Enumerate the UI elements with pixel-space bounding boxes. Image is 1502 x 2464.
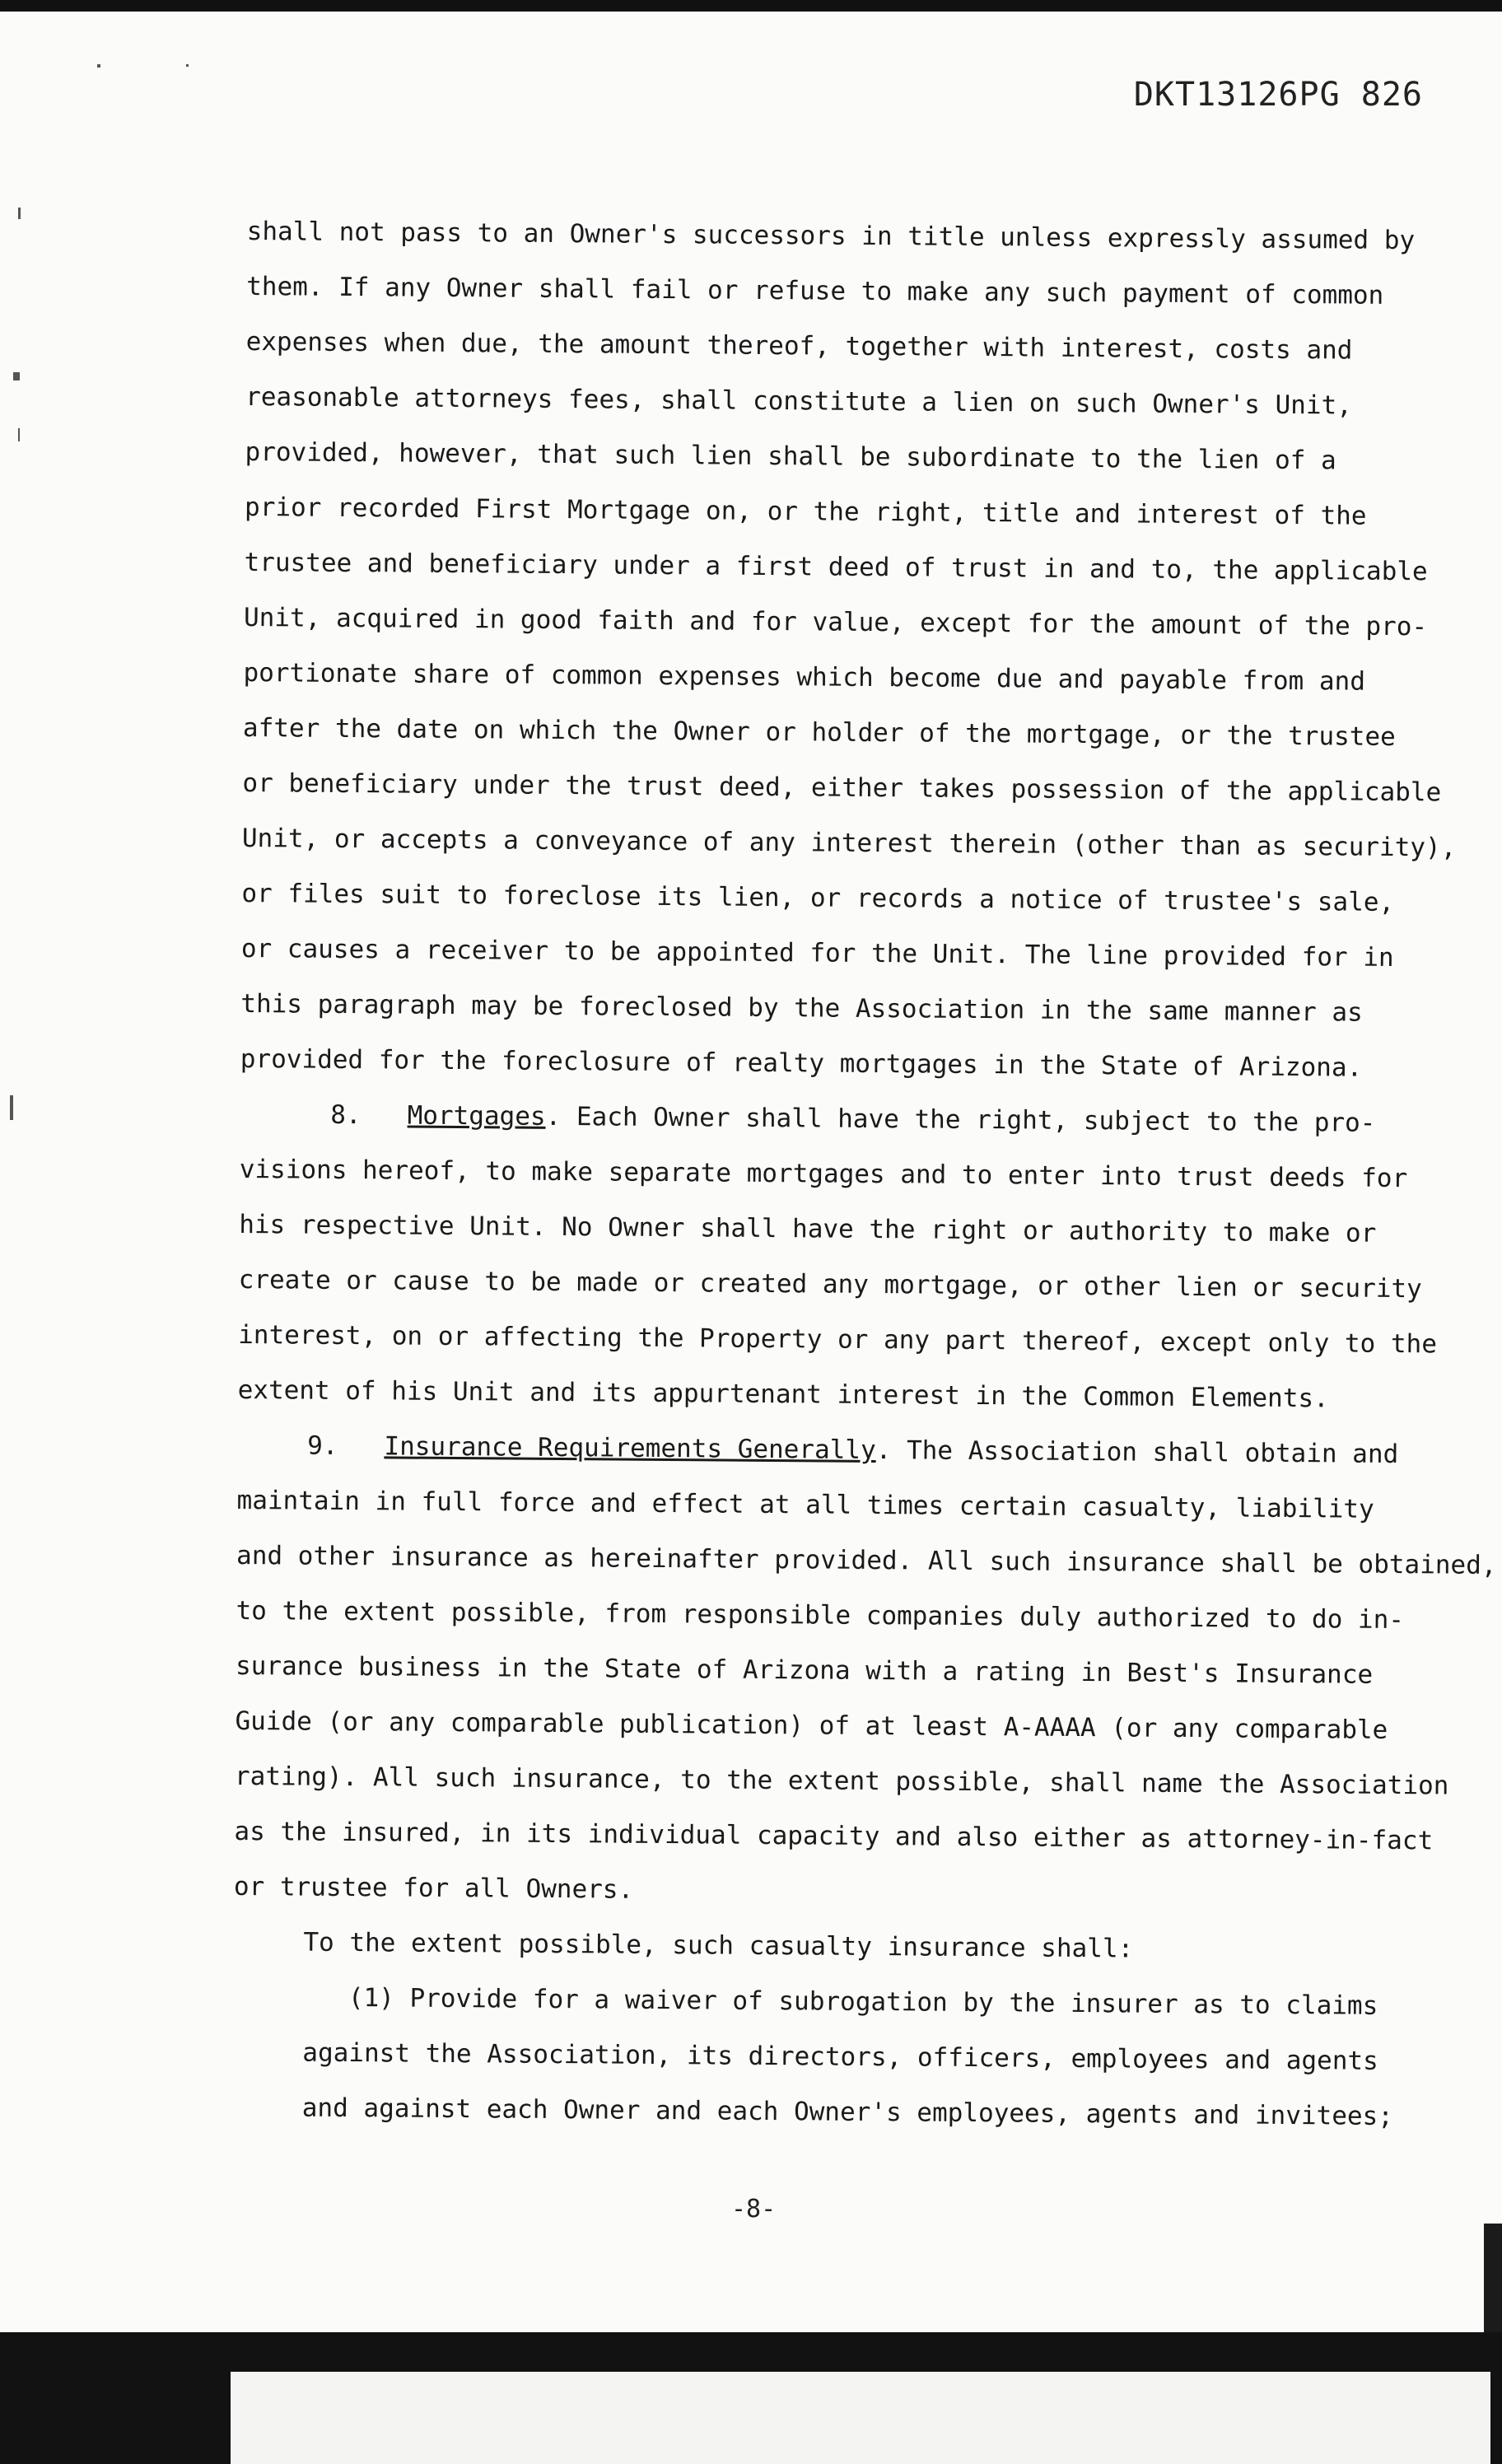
section-8-heading-line [240, 1087, 1475, 1152]
body-line: trustee and beneficiary under a first deed of trust in and to, the applicable [244, 547, 1428, 587]
casualty-item-line: against the Association, its directors, officers, employees and agents [302, 2037, 1378, 2076]
scan-speck [10, 1095, 13, 1120]
casualty-item-line: (1) Provide for a waiver of subrogation by the insurer as to claims [348, 1983, 1378, 2021]
scan-bottom-strip [231, 2372, 1490, 2464]
body-line: expenses when due, the amount thereof, together with interest, costs and [245, 326, 1353, 366]
body-line: provided for the foreclosure of realty mortgages in the State of Arizona. [240, 1043, 1363, 1083]
section-heading: Mortgages [407, 1100, 546, 1132]
body-line: create or cause to be made or created any mortgage, or other lien or security [238, 1264, 1422, 1304]
body-line: as the insured, in its individual capacity and also either as attorney-in-fact [234, 1816, 1434, 1856]
body-line: extent of his Unit and its appurtenant interest in the Common Elements. [237, 1374, 1329, 1414]
casualty-item-line: and against each Owner and each Owner's employees, agents and invitees; [301, 2093, 1394, 2132]
section-heading: Insurance Requirements Generally [384, 1431, 876, 1466]
body-line: interest, on or affecting the Property or any part thereof, except only to the [238, 1319, 1438, 1360]
body-line: his respective Unit. No Owner shall have the right or authority to make or [239, 1209, 1377, 1248]
document-body [232, 204, 1497, 2145]
body-line: maintain in full force and effect at all times certain casualty, liability [236, 1485, 1374, 1524]
section-lead-text: . Each Owner shall have the right, subject to the pro- [545, 1101, 1376, 1138]
body-line: shall not pass to an Owner's successors in title unless expressly assumed by [246, 216, 1416, 256]
section-lead-text: . The Association shall obtain and [875, 1435, 1399, 1470]
body-line: rating). All such insurance, to the extent possible, shall name the Association [234, 1761, 1449, 1801]
body-line: them. If any Owner shall fail or refuse to make any such payment of common [246, 271, 1384, 310]
body-line: reasonable attorneys fees, shall constitute a lien on such Owner's Unit, [245, 381, 1353, 421]
body-line: prior recorded First Mortgage on, or the right, title and interest of the [244, 492, 1367, 531]
scan-speck [13, 372, 20, 380]
scan-speck [97, 64, 100, 68]
section-number: 8. [330, 1099, 362, 1131]
section-9-heading-line [237, 1418, 1472, 1483]
body-line: provided, however, that such lien shall be subordinate to the lien of a [245, 436, 1336, 476]
body-line: or files suit to foreclose its lien, or records a notice of trustee's sale, [241, 878, 1395, 917]
body-line: this paragraph may be foreclosed by the Association in the same manner as [240, 988, 1363, 1028]
scan-speck [18, 208, 21, 219]
body-line: to the extent possible, from responsible companies duly authorized to do in- [236, 1595, 1405, 1636]
body-line: Unit, or accepts a conveyance of any interest therein (other than as security), [241, 823, 1457, 863]
page-number: -8- [731, 2195, 777, 2224]
scan-speck [186, 64, 189, 67]
scan-speck [18, 428, 20, 441]
body-line: surance business in the State of Arizona with a rating in Best's Insurance [235, 1650, 1374, 1690]
section-number: 9. [307, 1430, 338, 1461]
body-line: visions hereof, to make separate mortgages and to enter into trust deeds for [239, 1154, 1408, 1194]
body-line: or causes a receiver to be appointed for the Unit. The line provided for in [240, 933, 1394, 973]
body-line: Unit, acquired in good faith and for value, except for the amount of the pro- [243, 602, 1428, 642]
scan-top-edge [0, 0, 1502, 12]
body-line: or beneficiary under the trust deed, either takes possession of the applicable [242, 768, 1442, 808]
docket-number: DKT13126PG 826 [1133, 76, 1423, 114]
body-line: after the date on which the Owner or holder of the mortgage, or the trustee [242, 712, 1396, 752]
casualty-intro: To the extent possible, such casualty insurance shall: [303, 1927, 1134, 1964]
body-line: Guide (or any comparable publication) of at least A-AAAA (or any comparable [235, 1706, 1388, 1745]
body-line: portionate share of common expenses which become due and payable from and [243, 657, 1366, 697]
body-line: and other insurance as hereinafter provided. All such insurance shall be obtained, [236, 1540, 1497, 1580]
body-line: or trustee for all Owners. [233, 1871, 634, 1905]
